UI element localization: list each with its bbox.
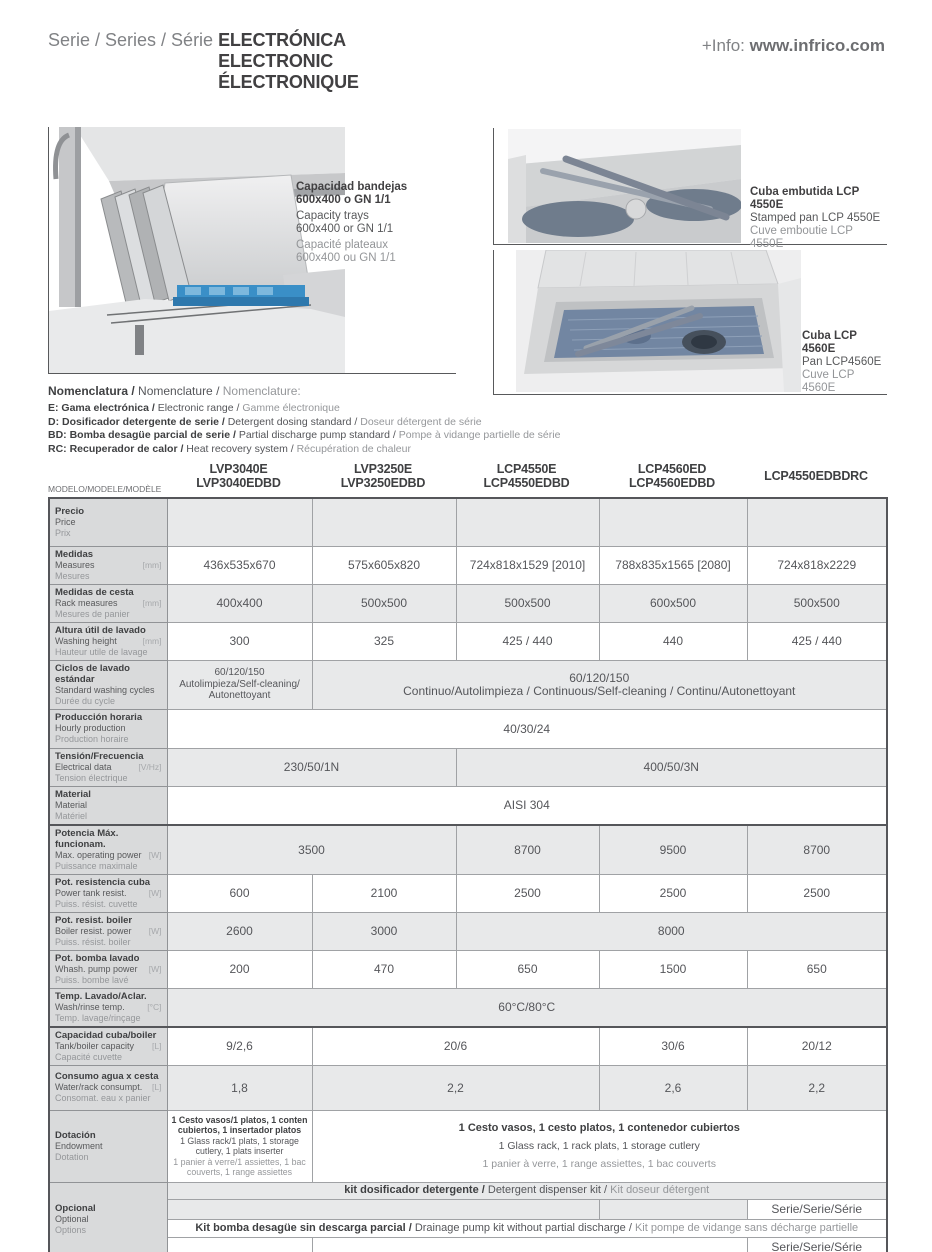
- spec-row-label: Producción horaria Hourly production Production horaire: [49, 709, 167, 748]
- spec-table-body: [49, 498, 887, 1252]
- spec-cell: [312, 1237, 747, 1252]
- spec-row-opcional-kit-bomba-serie: [49, 1237, 887, 1252]
- stamped-pan-photo: [493, 128, 887, 250]
- spec-cell: [312, 498, 456, 546]
- spec-row-label: Material Material Matériel: [49, 786, 167, 825]
- spec-cell: 2,2: [747, 1065, 887, 1110]
- spec-cell: [167, 498, 312, 546]
- spec-cell: 20/12: [747, 1027, 887, 1066]
- nomenclature-title: Nomenclatura / Nomenclature / Nomenclature:: [48, 384, 301, 398]
- spec-row-label: Dotación Endowment Dotation: [49, 1110, 167, 1182]
- spec-row-label: Capacidad cuba/boiler Tank/boiler capacity [L] Capacité cuvette: [49, 1027, 167, 1066]
- spec-row-label: Pot. resist. boiler Boiler resist. power [W] Puiss. résist. boiler: [49, 912, 167, 950]
- caption-line: Cuba embutida LCP 4550E: [750, 186, 860, 211]
- caption-line: Stamped pan LCP 4550E: [750, 212, 881, 224]
- spec-cell: 425 / 440: [456, 622, 599, 660]
- spec-row-produccion-horaria: [49, 709, 887, 748]
- spec-cell: [167, 1199, 599, 1219]
- spec-cell: 2,2: [312, 1065, 599, 1110]
- spec-cell: 1,8: [167, 1065, 312, 1110]
- spec-cell: Serie/Serie/Série: [747, 1237, 887, 1252]
- spec-cell: 500x500: [456, 584, 599, 622]
- pan-illustration: [516, 250, 801, 392]
- spec-cell: 1 Cesto vasos, 1 cesto platos, 1 contenedor cubiertos 1 Glass rack, 1 rack plats, 1 storage cutlery 1 panier à verre, 1 range assiettes, 1 bac couverts: [312, 1110, 887, 1182]
- spec-cell: 724x818x2229: [747, 546, 887, 584]
- infrico-link[interactable]: www.infrico.com: [749, 36, 885, 55]
- spec-cell: AISI 304: [167, 786, 887, 825]
- spec-cell: 436x535x670: [167, 546, 312, 584]
- spec-row-label: Potencia Máx. funcionam. Max. operating power [W] Puissance maximale: [49, 825, 167, 875]
- spec-row-opcional-kit-dosificador: [49, 1182, 887, 1199]
- spec-row-label: Opcional Optional Options: [49, 1182, 167, 1252]
- spec-cell: 9500: [599, 825, 747, 875]
- caption-line: 600x400 ou GN 1/1: [296, 252, 396, 264]
- spec-row-capacidad-cuba-boiler: [49, 1027, 887, 1066]
- spec-cell: 8000: [456, 912, 887, 950]
- nomenclature-lines: [48, 402, 788, 456]
- spec-row-tension-frecuencia: [49, 748, 887, 786]
- spec-cell: 440: [599, 622, 747, 660]
- spec-cell: 788x835x1565 [2080]: [599, 546, 747, 584]
- spec-cell: 470: [312, 950, 456, 988]
- caption-line: Cuba LCP 4560E: [802, 330, 857, 355]
- spec-cell: 600: [167, 874, 312, 912]
- spec-cell: 60/120/150 Autolimpieza/Self-cleaning/ Autonettoyant: [167, 660, 312, 709]
- model-header: LVP3040E LVP3040EDBD: [196, 462, 281, 490]
- nomenclature-line: D: Dosificador detergente de serie / Detergent dosing standard / Doseur détergent de série: [48, 415, 482, 428]
- models-corner-label: MODELO/MODELE/MODÈLE: [48, 484, 162, 494]
- spec-cell: 400x400: [167, 584, 312, 622]
- spec-cell: 40/30/24: [167, 709, 887, 748]
- spec-cell: 60/120/150 Continuo/Autolimpieza / Continuous/Self-cleaning / Continu/Autonettoyant: [312, 660, 887, 709]
- caption-line: Pan LCP4560E: [802, 356, 882, 368]
- spec-cell: 60°C/80°C: [167, 988, 887, 1027]
- spec-row-altura-util-lavado: [49, 622, 887, 660]
- spec-cell: [167, 1237, 312, 1252]
- pan-photo: [493, 250, 887, 395]
- info-label: +Info:: [701, 36, 750, 55]
- spec-row-temp-lavado-aclar: [49, 988, 887, 1027]
- spec-cell: 2,6: [599, 1065, 747, 1110]
- spec-row-pot-resist-boiler: [49, 912, 887, 950]
- spec-cell: 20/6: [312, 1027, 599, 1066]
- spec-row-label: Medidas Measures [mm] Mesures: [49, 546, 167, 584]
- spec-cell: 500x500: [747, 584, 887, 622]
- caption-line: Capacité plateaux: [296, 239, 389, 251]
- spec-row-label: Altura útil de lavado Washing height [mm] Hauteur utile de lavage: [49, 622, 167, 660]
- spec-cell: 1 Cesto vasos/1 platos, 1 conten cubiertos, 1 insertador platos 1 Glass rack/1 plats, 1 storage cutlery, 1 plats inserter 1 panier à verre/1 assiettes, 1 bac couverts, 1 range assiettes: [167, 1110, 312, 1182]
- model-header: LCP4560ED LCP4560EDBD: [628, 462, 716, 490]
- spec-row-dotacion: [49, 1110, 887, 1182]
- spec-row-opcional-kit-bomba: [49, 1219, 887, 1237]
- caption-line: Cuve LCP 4560E: [802, 369, 855, 394]
- spec-cell: 600x500: [599, 584, 747, 622]
- spec-cell: Kit bomba desagüe sin descarga parcial / Drainage pump kit without partial discharge / Kit pompe de vidange sans décharge partielle: [167, 1219, 887, 1237]
- spec-cell: [599, 1199, 747, 1219]
- caption-right-bottom: [802, 330, 887, 395]
- spec-cell: 650: [747, 950, 887, 988]
- model-header: LCP4550E LCP4550EDBD: [483, 462, 570, 490]
- spec-row-label: Medidas de cesta Rack measures [mm] Mesures de panier: [49, 584, 167, 622]
- spec-cell: 2500: [747, 874, 887, 912]
- spec-cell: 1500: [599, 950, 747, 988]
- series-title-es: ELECTRÓNICA: [218, 30, 346, 50]
- spec-cell: [747, 498, 887, 546]
- caption-line: Capacity trays: [296, 210, 369, 222]
- spec-row-medidas-cesta: [49, 584, 887, 622]
- nomenclature-line: E: Gama electrónica / Electronic range / Gamme électronique: [48, 402, 340, 414]
- spec-row-potencia-max: [49, 825, 887, 875]
- spec-cell: 500x500: [312, 584, 456, 622]
- spec-cell: 400/50/3N: [456, 748, 887, 786]
- spec-cell: 8700: [456, 825, 599, 875]
- spec-cell: 200: [167, 950, 312, 988]
- spec-row-pot-bomba-lavado: [49, 950, 887, 988]
- spec-row-ciclos-lavado: [49, 660, 887, 709]
- spec-cell: 9/2,6: [167, 1027, 312, 1066]
- spec-cell: 300: [167, 622, 312, 660]
- series-title-fr: ÉLECTRONIQUE: [218, 72, 359, 92]
- spec-row-label: Consumo agua x cesta Water/rack consumpt. [L] Consomat. eau x panier: [49, 1065, 167, 1110]
- spec-row-material: [49, 786, 887, 825]
- spec-cell: 8700: [747, 825, 887, 875]
- nomenclature-line: BD: Bomba desagüe parcial de serie / Partial discharge pump standard / Pompe à vidange partielle de série: [48, 429, 561, 441]
- series-label: Serie / Series / Série: [48, 30, 219, 50]
- spec-table: [48, 497, 888, 1252]
- spec-row-opcional-kit-dosificador-serie: [49, 1199, 887, 1219]
- stamped-pan-illustration: [508, 129, 741, 243]
- page-header: [48, 30, 359, 93]
- spec-cell: 2500: [599, 874, 747, 912]
- models-row: [48, 455, 886, 497]
- spec-cell: 2100: [312, 874, 456, 912]
- spec-table-section: [48, 455, 886, 1252]
- model-header: LCP4550EDBDRC: [764, 469, 868, 483]
- spec-row-consumo-agua-cesta: [49, 1065, 887, 1110]
- hood-dishwasher-photo: [48, 127, 456, 374]
- series-title-en: ELECTRONIC: [218, 51, 334, 71]
- spec-cell: 325: [312, 622, 456, 660]
- series-title: [218, 30, 359, 93]
- spec-cell: [599, 498, 747, 546]
- spec-row-label: Tensión/Frecuencia Electrical data [V/Hz] Tension électrique: [49, 748, 167, 786]
- caption-line: Cuve emboutie LCP 4550E: [750, 225, 853, 250]
- spec-cell: 3000: [312, 912, 456, 950]
- spec-cell: 724x818x1529 [2010]: [456, 546, 599, 584]
- spec-row-label: Pot. resistencia cuba Power tank resist. [W] Puiss. résist. cuvette: [49, 874, 167, 912]
- spec-cell: 650: [456, 950, 599, 988]
- spec-cell: Serie/Serie/Série: [747, 1199, 887, 1219]
- caption-left: [296, 181, 451, 265]
- spec-row-label: Ciclos de lavado estándar Standard washing cycles Durée du cycle: [49, 660, 167, 709]
- spec-cell: 2500: [456, 874, 599, 912]
- spec-cell: kit dosificador detergente / Detergent dispenser kit / Kit doseur détergent: [167, 1182, 887, 1199]
- info-header: [702, 36, 885, 56]
- nomenclature: [48, 384, 788, 456]
- spec-row-pot-resistencia-cuba: [49, 874, 887, 912]
- model-header: LVP3250E LVP3250EDBD: [340, 462, 426, 490]
- spec-cell: 230/50/1N: [167, 748, 456, 786]
- caption-line: 600x400 o GN 1/1: [296, 194, 391, 206]
- spec-cell: 30/6: [599, 1027, 747, 1066]
- caption-line: 600x400 or GN 1/1: [296, 223, 394, 235]
- spec-cell: 425 / 440: [747, 622, 887, 660]
- spec-row-label: Precio Price Prix: [49, 498, 167, 546]
- spec-cell: 575x605x820: [312, 546, 456, 584]
- nomenclature-line: RC: Recuperador de calor / Heat recovery system / Récupération de chaleur: [48, 442, 411, 455]
- spec-row-label: Temp. Lavado/Aclar. Wash/rinse temp. [°C] Temp. lavage/rinçage: [49, 988, 167, 1027]
- caption-right-top: [750, 186, 887, 251]
- spec-row-precio: [49, 498, 887, 546]
- spec-cell: 2600: [167, 912, 312, 950]
- spec-cell: 3500: [167, 825, 456, 875]
- spec-row-medidas: [49, 546, 887, 584]
- spec-cell: [456, 498, 599, 546]
- spec-row-label: Pot. bomba lavado Whash. pump power [W] Puiss. bombe lavé: [49, 950, 167, 988]
- caption-line: Capacidad bandejas: [296, 181, 408, 193]
